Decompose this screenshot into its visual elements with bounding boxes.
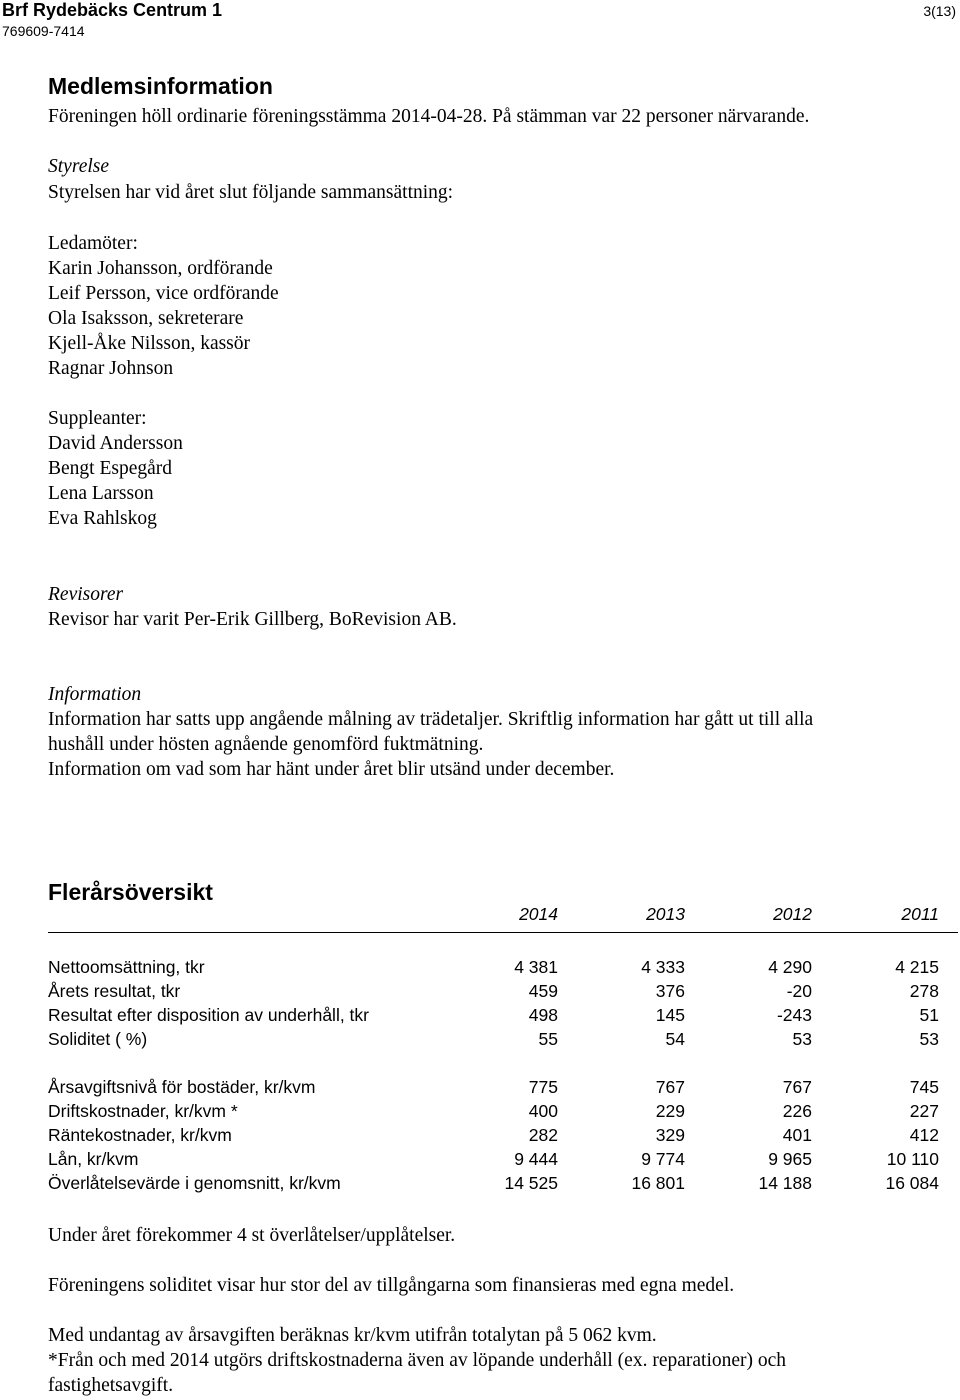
cell-value: 227	[909, 1101, 939, 1121]
row-label: Nettoomsättning, tkr	[48, 957, 205, 977]
board-member: Ola Isaksson, sekreterare	[48, 308, 244, 329]
cell-value: 229	[655, 1101, 685, 1121]
year-header: 2014	[519, 904, 558, 924]
auditors-text: Revisor har varit Per-Erik Gillberg, BoRevision AB.	[48, 609, 457, 630]
row-label: Resultat efter disposition av underhåll, tkr	[48, 1005, 369, 1025]
organization-number: 769609-7414	[2, 23, 85, 39]
cell-value: -20	[786, 981, 812, 1001]
table-row	[48, 1029, 958, 1053]
row-label: Driftskostnader, kr/kvm *	[48, 1101, 238, 1121]
row-label: Årets resultat, tkr	[48, 981, 181, 1001]
cell-value: 4 333	[641, 957, 685, 977]
board-member: Leif Persson, vice ordförande	[48, 283, 279, 304]
multi-year-overview-table	[48, 904, 958, 1197]
cell-value: 53	[919, 1029, 939, 1049]
cell-value: 767	[655, 1077, 685, 1097]
cell-value: 282	[528, 1125, 558, 1145]
board-members-label: Ledamöter:	[48, 233, 138, 254]
cell-value: 4 381	[514, 957, 558, 977]
cell-value: 9 965	[768, 1149, 812, 1169]
board-deputy: Bengt Espegård	[48, 458, 173, 479]
cell-value: 400	[528, 1101, 558, 1121]
auditors-heading: Revisorer	[48, 584, 124, 605]
cell-value: 745	[909, 1077, 939, 1097]
cell-value: 498	[528, 1005, 558, 1025]
cell-value: 4 290	[768, 957, 812, 977]
cell-value: 53	[792, 1029, 812, 1049]
organization-name: Brf Rydebäcks Centrum 1	[2, 0, 223, 20]
table-row	[48, 1149, 958, 1173]
year-header: 2013	[646, 904, 685, 924]
board-member: Karin Johansson, ordförande	[48, 258, 273, 279]
cell-value: 278	[909, 981, 939, 1001]
cell-value: 16 084	[885, 1173, 939, 1193]
table-row	[48, 1173, 958, 1197]
cell-value: 14 525	[504, 1173, 558, 1193]
board-member: Ragnar Johnson	[48, 358, 174, 379]
cell-value: 9 774	[641, 1149, 685, 1169]
row-label: Överlåtelsevärde i genomsnitt, kr/kvm	[48, 1173, 341, 1193]
cell-value: 4 215	[895, 957, 939, 977]
table-row	[48, 1077, 958, 1101]
board-deputy: Lena Larsson	[48, 483, 154, 504]
cell-value: 10 110	[886, 1149, 939, 1169]
overview-title: Flerårsöversikt	[48, 879, 213, 905]
cell-value: 16 801	[631, 1173, 685, 1193]
cell-value: 145	[655, 1005, 685, 1025]
cell-value: 226	[782, 1101, 812, 1121]
year-header: 2011	[901, 904, 939, 924]
solidity-note: Föreningens soliditet visar hur stor del av tillgångarna som finansieras med egna medel.	[48, 1275, 735, 1296]
board-heading: Styrelse	[48, 156, 110, 177]
cell-value: 767	[782, 1077, 812, 1097]
table-row	[48, 957, 958, 981]
row-label: Soliditet ( %)	[48, 1029, 148, 1049]
board-deputies-label: Suppleanter:	[48, 408, 147, 429]
board-deputy: David Andersson	[48, 433, 183, 454]
cell-value: 459	[528, 981, 558, 1001]
cell-value: 14 188	[758, 1173, 812, 1193]
cell-value: 9 444	[514, 1149, 558, 1169]
member-info-intro: Föreningen höll ordinarie föreningsstämma 2014-04-28. På stämman var 22 personer närvarande.	[48, 106, 810, 127]
table-row	[48, 1125, 958, 1149]
row-label: Årsavgiftsnivå för bostäder, kr/kvm	[48, 1077, 316, 1097]
row-label: Räntekostnader, kr/kvm	[48, 1125, 232, 1145]
cell-value: 54	[665, 1029, 685, 1049]
member-info-title: Medlemsinformation	[48, 73, 273, 99]
table-row	[48, 981, 958, 1005]
information-line: hushåll under hösten agnående genomförd fuktmätning.	[48, 734, 484, 755]
page-number: 3(13)	[923, 3, 956, 19]
kvm-note: Med undantag av årsavgiften beräknas kr/kvm utifrån totalytan på 5 062 kvm.	[48, 1325, 657, 1346]
board-deputy: Eva Rahlskog	[48, 508, 157, 529]
table-row	[48, 1005, 958, 1029]
cell-value: 55	[538, 1029, 558, 1049]
cell-value: 376	[655, 981, 685, 1001]
information-heading: Information	[48, 684, 142, 705]
cell-value: -243	[776, 1005, 812, 1025]
cell-value: 329	[655, 1125, 685, 1145]
transfers-note: Under året förekommer 4 st överlåtelser/upplåtelser.	[48, 1225, 456, 1246]
board-member: Kjell-Åke Nilsson, kassör	[48, 333, 251, 354]
cell-value: 775	[528, 1077, 558, 1097]
row-label: Lån, kr/kvm	[48, 1149, 139, 1169]
information-line: Information har satts upp angående målning av trädetaljer. Skriftlig information har gått ut till alla	[48, 709, 814, 730]
board-intro: Styrelsen har vid året slut följande sammansättning:	[48, 182, 454, 203]
table-header-row	[48, 904, 958, 933]
cell-value: 401	[782, 1125, 812, 1145]
footnote-line: *Från och med 2014 utgörs driftskostnaderna även av löpande underhåll (ex. reparationer) och	[48, 1350, 787, 1371]
year-header: 2012	[773, 904, 812, 924]
footnote-line: fastighetsavgift.	[48, 1375, 174, 1396]
table-row	[48, 1101, 958, 1125]
cell-value: 412	[909, 1125, 939, 1145]
cell-value: 51	[919, 1005, 939, 1025]
information-line: Information om vad som har hänt under året blir utsänd under december.	[48, 759, 615, 780]
